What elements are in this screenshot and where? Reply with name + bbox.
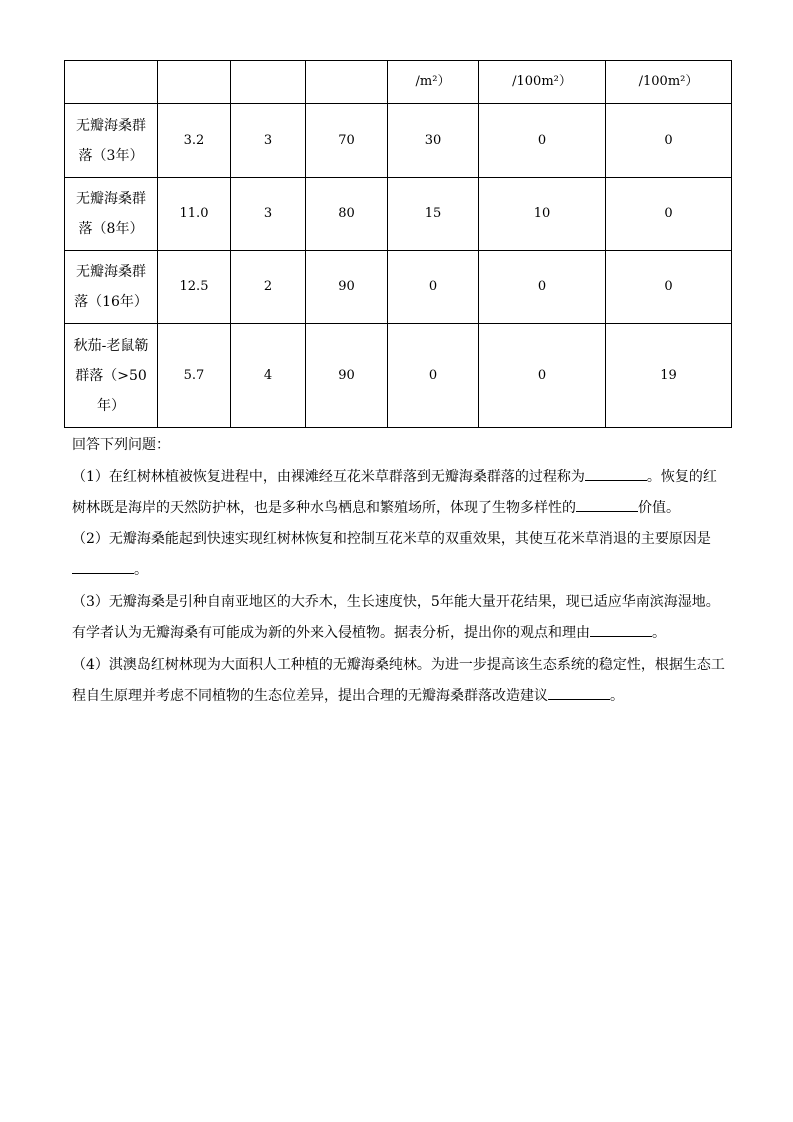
community-name-cell: 无瓣海桑群 落（3年） <box>65 104 158 178</box>
question-2-line-2: 。 <box>72 555 724 586</box>
question-1-line-2: 树林既是海岸的天然防护林，也是多种水鸟栖息和繁殖场所，体现了生物多样性的 价值。 <box>72 493 724 524</box>
question-3-line-1: （3）无瓣海桑是引种自南亚地区的大乔木，生长速度快，5年能大量开花结果，现已适应华南滨海湿地。 <box>72 594 720 610</box>
header-cell <box>65 61 158 104</box>
table-cell: 5.7 <box>158 324 231 428</box>
header-cell <box>158 61 231 104</box>
community-data-table <box>64 60 732 428</box>
table-cell: 0 <box>606 251 732 324</box>
table-row <box>65 251 732 324</box>
answer-blank[interactable] <box>72 559 134 574</box>
table-cell: 2 <box>231 251 306 324</box>
header-cell: /m²） <box>388 61 479 104</box>
table-cell: 3 <box>231 104 306 178</box>
question-3-line-2: 有学者认为无瓣海桑有可能成为新的外来入侵植物。据表分析，提出你的观点和理由 。 <box>72 618 724 649</box>
answer-blank[interactable] <box>576 497 638 512</box>
table-cell: 15 <box>388 178 479 251</box>
table-cell: 0 <box>479 324 606 428</box>
table-cell: 12.5 <box>158 251 231 324</box>
answer-blank[interactable] <box>590 622 652 637</box>
answer-blank[interactable] <box>585 466 647 481</box>
table-cell: 0 <box>388 324 479 428</box>
table-cell: 80 <box>306 178 388 251</box>
question-4-line-2: 程自生原理并考虑不同植物的生态位差异，提出合理的无瓣海桑群落改造建议 。 <box>72 681 724 712</box>
header-cell <box>231 61 306 104</box>
table-cell: 0 <box>479 251 606 324</box>
community-name-cell: 无瓣海桑群 落（8年） <box>65 178 158 251</box>
table-cell: 3.2 <box>158 104 231 178</box>
question-1-line-1: （1）在红树林植被恢复进程中，由裸滩经互花米草群落到无瓣海桑群落的过程称为 。恢复的红 <box>72 462 724 493</box>
table-cell: 70 <box>306 104 388 178</box>
table-row <box>65 324 732 428</box>
table-cell: 90 <box>306 251 388 324</box>
questions-intro: 回答下列问题： <box>72 437 170 453</box>
header-cell: /100m²） <box>606 61 732 104</box>
header-cell: /100m²） <box>479 61 606 104</box>
answer-blank[interactable] <box>548 685 610 700</box>
table-cell: 30 <box>388 104 479 178</box>
table-header-row <box>65 61 732 104</box>
question-2-line-1: （2）无瓣海桑能起到快速实现红树林恢复和控制互花米草的双重效果，其使互花米草消退的主要原因是 <box>72 531 711 547</box>
table-cell: 0 <box>606 104 732 178</box>
table-cell: 0 <box>606 178 732 251</box>
community-name-cell: 秋茄-老鼠簕 群落（>50 年） <box>65 324 158 428</box>
table-cell: 19 <box>606 324 732 428</box>
table-cell: 10 <box>479 178 606 251</box>
table-cell: 11.0 <box>158 178 231 251</box>
table-cell: 90 <box>306 324 388 428</box>
table-cell: 3 <box>231 178 306 251</box>
header-cell <box>306 61 388 104</box>
table-cell: 0 <box>388 251 479 324</box>
table-row <box>65 178 732 251</box>
community-name-cell: 无瓣海桑群 落（16年） <box>65 251 158 324</box>
table-cell: 4 <box>231 324 306 428</box>
table-row <box>65 104 732 178</box>
question-4-line-1: （4）淇澳岛红树林现为大面积人工种植的无瓣海桑纯林。为进一步提高该生态系统的稳定性，根据生态工 <box>72 657 725 673</box>
table-cell: 0 <box>479 104 606 178</box>
